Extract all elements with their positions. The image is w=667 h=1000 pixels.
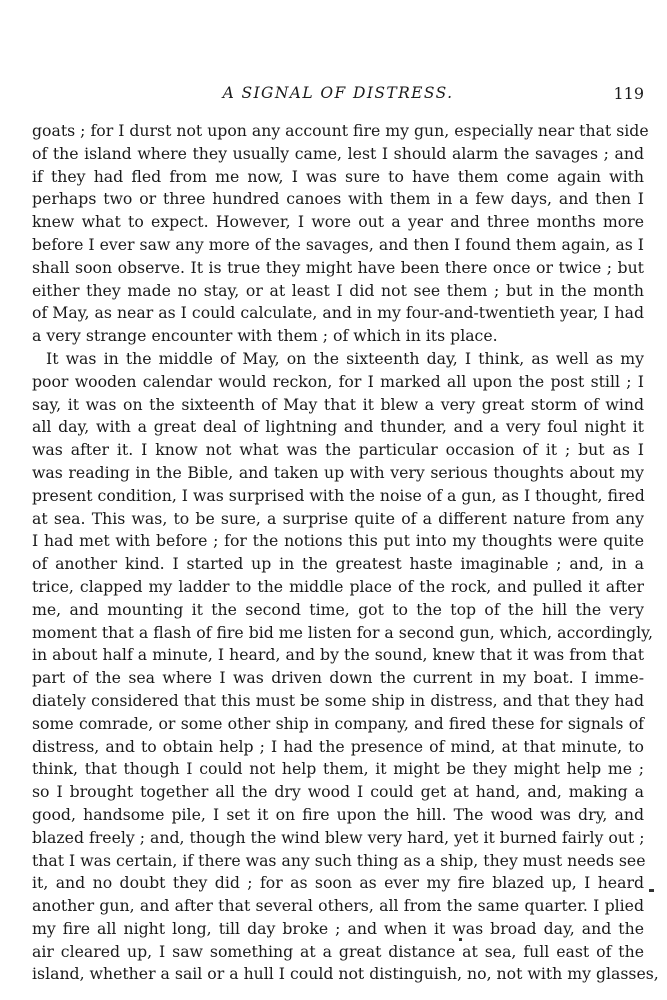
text-line: diately considered that this must be some ship in distress, and that they had <box>32 690 644 710</box>
text-line: that I was certain, if there was any such thing as a ship, they must needs see <box>32 850 646 870</box>
text-line: I had met with before ; for the notions this put into my thoughts were quite <box>32 531 644 551</box>
text-line: good, handsome pile, I set it on fire upon the hill. The wood was dry, and <box>32 804 644 824</box>
text-line: island, whether a sail or a hull I could not distinguish, no, not with my glasses, <box>32 964 659 984</box>
text-line: another gun, and after that several others, all from the same quarter. I plied <box>32 896 644 916</box>
margin-speck <box>649 889 654 892</box>
text-line: all day, with a great deal of lightning and thunder, and a very foul night it <box>32 417 644 437</box>
text-line: distress, and to obtain help ; I had the presence of mind, at that minute, to <box>32 736 644 756</box>
text-line: before I ever saw any more of the savages, and then I found them again, as I <box>32 234 644 254</box>
text-line: air cleared up, I saw something at a great distance at sea, full east of the <box>32 941 644 961</box>
text-line: was reading in the Bible, and taken up with very serious thoughts about my <box>32 462 644 482</box>
text-line: perhaps two or three hundred canoes with them in a few days, and then I <box>32 189 644 209</box>
bottom-speck <box>459 938 462 941</box>
text-line: It was in the middle of May, on the sixteenth day, I think, as well as my <box>46 348 644 368</box>
text-line: a very strange encounter with them ; of which in its place. <box>32 326 498 346</box>
text-line: blazed freely ; and, though the wind blew very hard, yet it burned fairly out ; <box>32 827 645 847</box>
text-line: present condition, I was surprised with the noise of a gun, as I thought, fired <box>32 485 645 505</box>
page-header <box>32 84 644 108</box>
text-line: so I brought together all the dry wood I could get at hand, and, making a <box>32 782 644 802</box>
text-line: my fire all night long, till day broke ; and when it was broad day, and the <box>32 918 644 938</box>
running-title: A SIGNAL OF DISTRESS. <box>222 84 454 102</box>
body-text <box>32 120 659 986</box>
text-line: of May, as near as I could calculate, and in my four-and-twentieth year, I had <box>32 303 644 323</box>
text-line: knew what to expect. However, I wore out a year and three months more <box>32 212 644 232</box>
text-line: trice, clapped my ladder to the middle place of the rock, and pulled it after <box>32 576 644 596</box>
text-line: poor wooden calendar would reckon, for I marked all upon the post still ; I <box>32 371 644 391</box>
text-line: moment that a flash of fire bid me listen for a second gun, which, accordingly, <box>32 622 653 642</box>
text-line: shall soon observe. It is true they might have been there once or twice ; but <box>32 257 644 277</box>
text-line: part of the sea where I was driven down the current in my boat. I imme- <box>32 668 644 688</box>
text-line: think, that though I could not help them, it might be they might help me ; <box>32 759 644 779</box>
text-line: some comrade, or some other ship in company, and fired these for signals of <box>32 713 644 733</box>
text-line: goats ; for I durst not upon any account fire my gun, especially near that side <box>32 121 649 140</box>
text-line: either they made no stay, or at least I did not see them ; but in the month <box>32 280 644 300</box>
text-line: it, and no doubt they did ; for as soon as ever my fire blazed up, I heard <box>32 873 644 893</box>
page-number: 119 <box>613 84 644 103</box>
text-line: me, and mounting it the second time, got to the top of the hill the very <box>32 599 644 619</box>
text-line: at sea. This was, to be sure, a surprise quite of a different nature from any <box>32 508 644 528</box>
text-line: say, it was on the sixteenth of May that it blew a very great storm of wind <box>32 394 644 414</box>
text-line: was after it. I know not what was the particular occasion of it ; but as I <box>32 440 644 460</box>
text-line: of another kind. I started up in the greatest haste imaginable ; and, in a <box>32 554 644 574</box>
text-line: if they had fled from me now, I was sure to have them come again with <box>32 166 644 186</box>
text-line: of the island where they usually came, lest I should alarm the savages ; and <box>32 143 644 163</box>
text-line: in about half a minute, I heard, and by the sound, knew that it was from that <box>32 645 644 665</box>
